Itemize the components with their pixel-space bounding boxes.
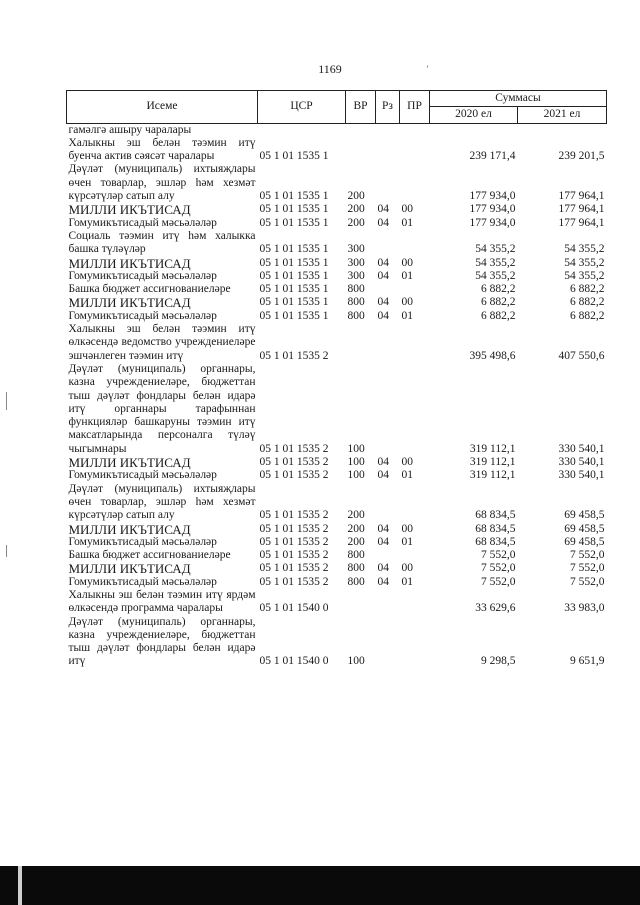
scan-margin-mark: [6, 392, 7, 410]
row-pr-code: [400, 163, 430, 203]
row-rz-code: 04: [377, 522, 389, 535]
row-amount-2021: 6 882,2: [570, 309, 605, 322]
row-amount-2020: 9 298,5: [481, 655, 516, 668]
row-rz-code: [376, 363, 400, 456]
header-pr: ПР: [400, 91, 430, 124]
table-body: [67, 123, 607, 669]
row-rz-code: 04: [377, 216, 389, 229]
row-pr-code: 01: [401, 309, 413, 322]
row-amount-2021: 54 355,2: [564, 256, 605, 269]
row-name: Гомумикътисадый мәсьәләләр: [68, 535, 217, 548]
row-amount-2021: 177 964,1: [558, 216, 605, 229]
row-pr-code: 01: [401, 469, 413, 482]
header-csr: ЦСР: [258, 91, 346, 124]
row-amount-2020: 319 112,1: [469, 442, 516, 455]
row-csr-code: 05 1 01 1535 1: [259, 296, 329, 309]
row-csr-code: [258, 123, 346, 137]
row-pr-code: 00: [401, 203, 413, 216]
scan-speck: ʼ: [426, 64, 429, 74]
row-name: Халыкны эш белән тәэмин итү өлкәсендә ведомство учреждениеләре эшчәнлеген тәэмин итү: [68, 323, 256, 362]
row-name: МИЛЛИ ИКЪТИСАД: [68, 521, 191, 537]
row-amount-2021: 239 201,5: [558, 150, 605, 163]
row-name: Дәүләт (муниципаль) органнары, казна учреждениеләре, бюджеттан тыш дәүләт фондлары белән идарә итү: [68, 615, 256, 668]
row-amount-2020: 68 834,5: [475, 522, 516, 535]
row-amount-2020: 7 552,0: [481, 549, 516, 562]
table-row: [67, 469, 607, 482]
row-pr-code: [400, 589, 430, 616]
row-pr-code: 01: [401, 216, 413, 229]
row-csr-code: 05 1 01 1535 1: [259, 190, 329, 203]
row-amount-2020: 6 882,2: [481, 296, 516, 309]
row-pr-code: 00: [401, 256, 413, 269]
row-pr-code: 00: [401, 522, 413, 535]
row-csr-code: 05 1 01 1535 1: [259, 269, 329, 282]
row-rz-code: 04: [377, 296, 389, 309]
row-name: Башка бюджет ассигнованиеләре: [68, 283, 231, 296]
row-amount-2021: 330 540,1: [558, 469, 605, 482]
row-amount-2020: 177 934,0: [469, 203, 516, 216]
row-name: гамәлгә ашыру чаралары: [68, 123, 192, 136]
row-vr-code: 100: [347, 456, 365, 469]
row-amount-2021: 7 552,0: [570, 575, 605, 588]
row-vr-code: 800: [347, 575, 365, 588]
row-pr-code: [400, 363, 430, 456]
row-rz-code: 04: [377, 269, 389, 282]
row-amount-2020: 6 882,2: [481, 309, 516, 322]
table-row: [67, 576, 607, 589]
row-pr-code: 01: [401, 535, 413, 548]
row-csr-code: 05 1 01 1535 1: [259, 216, 329, 229]
row-rz-code: 04: [377, 535, 389, 548]
row-rz-code: [376, 137, 400, 164]
row-vr-code: [346, 589, 376, 616]
row-amount-2020: 7 552,0: [481, 575, 516, 588]
table-row: [67, 549, 607, 562]
row-csr-code: 05 1 01 1535 1: [259, 150, 329, 163]
table-row: [67, 123, 607, 137]
row-name: МИЛЛИ ИКЪТИСАД: [68, 561, 191, 577]
row-name: МИЛЛИ ИКЪТИСАД: [68, 255, 191, 271]
row-vr-code: 200: [347, 190, 365, 203]
row-rz-code: [376, 123, 400, 137]
row-rz-code: [376, 616, 400, 669]
row-rz-code: [376, 549, 400, 562]
row-vr-code: 200: [347, 522, 365, 535]
row-amount-2020: 54 355,2: [475, 269, 516, 282]
row-vr-code: 800: [347, 296, 365, 309]
table-row: [67, 257, 607, 270]
table-row: [67, 562, 607, 575]
row-rz-code: 04: [377, 256, 389, 269]
table-row: [67, 363, 607, 456]
row-amount-2021: 330 540,1: [558, 442, 605, 455]
page-number: 1169: [318, 62, 342, 76]
row-amount-2021: 177 964,1: [558, 203, 605, 216]
row-vr-code: 800: [347, 549, 365, 562]
row-name: Гомумикътисадый мәсьәләләр: [68, 575, 217, 588]
row-csr-code: 05 1 01 1535 2: [259, 535, 329, 548]
row-pr-code: 00: [401, 562, 413, 575]
table-row: [67, 310, 607, 323]
row-csr-code: 05 1 01 1535 2: [259, 442, 329, 455]
row-vr-code: 100: [347, 469, 365, 482]
scan-edge-notch: [18, 866, 22, 905]
table-row: [67, 536, 607, 549]
row-rz-code: 04: [377, 309, 389, 322]
row-rz-code: [376, 283, 400, 296]
row-name: Дәүләт (муниципаль) органнары, казна учреждениеләре, бюджеттан тыш дәүләт фондлары белән идарә итү органнары тарафыннан функцияләр башкаруны тәэмин итү максатларында персоналга түләү чыгымнары: [68, 362, 256, 455]
table-row: [67, 283, 607, 296]
row-pr-code: [400, 137, 430, 164]
table-row: [67, 616, 607, 669]
row-pr-code: [400, 549, 430, 562]
row-rz-code: [376, 589, 400, 616]
row-amount-2020: 68 834,5: [475, 509, 516, 522]
row-csr-code: 05 1 01 1535 1: [259, 309, 329, 322]
row-csr-code: 05 1 01 1535 2: [259, 509, 329, 522]
row-amount-2021: 69 458,5: [564, 509, 605, 522]
row-amount-2020: 319 112,1: [469, 456, 516, 469]
row-amount-2021: 7 552,0: [570, 562, 605, 575]
row-vr-code: 300: [347, 256, 365, 269]
row-name: Халыкны эш белән тәэмин итү буенча актив сәясәт чаралары: [68, 136, 256, 163]
row-amount-2021: 177 964,1: [558, 190, 605, 203]
row-amount-2021: 330 540,1: [558, 456, 605, 469]
row-vr-code: 300: [347, 243, 365, 256]
row-vr-code: 300: [347, 269, 365, 282]
row-pr-code: [400, 230, 430, 257]
row-vr-code: 200: [347, 216, 365, 229]
header-name: Исеме: [67, 91, 258, 124]
row-amount-2020: [430, 123, 518, 137]
row-amount-2021: [518, 123, 607, 137]
scan-margin-mark: [6, 545, 7, 557]
header-sums: Суммасы: [430, 91, 607, 107]
table-row: [67, 163, 607, 203]
row-pr-code: [400, 483, 430, 523]
row-name: Гомумикътисадый мәсьәләләр: [68, 309, 217, 322]
row-amount-2021: 6 882,2: [570, 283, 605, 296]
row-amount-2021: 9 651,9: [570, 655, 605, 668]
row-rz-code: 04: [377, 575, 389, 588]
row-vr-code: 800: [347, 562, 365, 575]
row-csr-code: 05 1 01 1535 2: [259, 522, 329, 535]
row-amount-2021: 69 458,5: [564, 522, 605, 535]
row-amount-2021: 6 882,2: [570, 296, 605, 309]
row-amount-2021: 54 355,2: [564, 269, 605, 282]
row-rz-code: [376, 323, 400, 363]
row-rz-code: [376, 483, 400, 523]
row-amount-2020: 33 629,6: [475, 602, 516, 615]
row-pr-code: 00: [401, 296, 413, 309]
table-row: [67, 217, 607, 230]
scan-bottom-edge: [0, 866, 640, 905]
row-name: Гомумикътисадый мәсьәләләр: [68, 269, 217, 282]
row-rz-code: 04: [377, 203, 389, 216]
row-vr-code: 200: [347, 203, 365, 216]
row-csr-code: 05 1 01 1535 2: [259, 469, 329, 482]
header-year-2020: 2020 ел: [430, 107, 518, 123]
table-row: [67, 323, 607, 363]
header-vr: ВР: [346, 91, 376, 124]
row-amount-2020: 6 882,2: [481, 283, 516, 296]
row-name: Социаль тәэмин итү һәм халыкка башка түләүләр: [68, 229, 256, 256]
row-vr-code: 800: [347, 309, 365, 322]
row-amount-2020: 68 834,5: [475, 535, 516, 548]
row-vr-code: 800: [347, 283, 365, 296]
row-amount-2021: 33 983,0: [564, 602, 605, 615]
table-row: [67, 483, 607, 523]
row-vr-code: 200: [347, 535, 365, 548]
table-row: [67, 203, 607, 216]
row-csr-code: 05 1 01 1535 1: [259, 283, 329, 296]
row-vr-code: [346, 323, 376, 363]
row-amount-2020: 7 552,0: [481, 562, 516, 575]
row-csr-code: 05 1 01 1540 0: [259, 655, 329, 668]
table-row: [67, 456, 607, 469]
row-vr-code: 100: [347, 655, 365, 668]
row-amount-2020: 177 934,0: [469, 190, 516, 203]
row-pr-code: [400, 616, 430, 669]
row-vr-code: 100: [347, 442, 365, 455]
row-pr-code: 01: [401, 575, 413, 588]
row-rz-code: [376, 230, 400, 257]
row-csr-code: 05 1 01 1540 0: [259, 602, 329, 615]
row-amount-2020: 239 171,4: [469, 150, 516, 163]
row-name: Гомумикътисадый мәсьәләләр: [68, 469, 217, 482]
row-name: Гомумикътисадый мәсьәләләр: [68, 216, 217, 229]
row-csr-code: 05 1 01 1535 2: [259, 562, 329, 575]
table-row: [67, 523, 607, 536]
row-vr-code: 200: [347, 509, 365, 522]
row-csr-code: 05 1 01 1535 2: [259, 349, 329, 362]
row-pr-code: [400, 323, 430, 363]
table-row: [67, 589, 607, 616]
table-row: [67, 137, 607, 164]
row-pr-code: 01: [401, 269, 413, 282]
row-amount-2020: 395 498,6: [469, 349, 516, 362]
row-amount-2020: 54 355,2: [475, 243, 516, 256]
row-amount-2020: 319 112,1: [469, 469, 516, 482]
row-csr-code: 05 1 01 1535 1: [259, 243, 329, 256]
table-row: [67, 296, 607, 309]
row-pr-code: [400, 283, 430, 296]
row-rz-code: 04: [377, 469, 389, 482]
row-csr-code: 05 1 01 1535 1: [259, 203, 329, 216]
table-row: [67, 270, 607, 283]
header-year-2021: 2021 ел: [518, 107, 607, 123]
row-rz-code: 04: [377, 456, 389, 469]
row-csr-code: 05 1 01 1535 1: [259, 256, 329, 269]
row-csr-code: 05 1 01 1535 2: [259, 575, 329, 588]
row-pr-code: [400, 123, 430, 137]
row-pr-code: 00: [401, 456, 413, 469]
table-row: [67, 230, 607, 257]
row-rz-code: 04: [377, 562, 389, 575]
row-name: Дәүләт (муниципаль) ихтыяҗлары өчен товарлар, эшләр һәм хезмәт күрсәтүләр сатып алу: [68, 163, 256, 203]
row-amount-2020: 177 934,0: [469, 216, 516, 229]
row-csr-code: 05 1 01 1535 2: [259, 456, 329, 469]
row-rz-code: [376, 163, 400, 203]
row-name: Халыкны эш белән тәэмин итү ярдәм өлкәсендә программа чаралары: [68, 588, 256, 615]
row-vr-code: [346, 137, 376, 164]
budget-table: [66, 90, 607, 669]
row-name: Дәүләт (муниципаль) ихтыяҗлары өчен товарлар, эшләр һәм хезмәт күрсәтүләр сатып алу: [68, 482, 256, 522]
row-amount-2021: 7 552,0: [570, 549, 605, 562]
row-csr-code: 05 1 01 1535 2: [259, 549, 329, 562]
header-rz: Рз: [376, 91, 400, 124]
row-name: МИЛЛИ ИКЪТИСАД: [68, 295, 191, 311]
row-name: МИЛЛИ ИКЪТИСАД: [68, 455, 191, 471]
row-vr-code: [346, 123, 376, 137]
row-amount-2020: 54 355,2: [475, 256, 516, 269]
row-name: Башка бюджет ассигнованиеләре: [68, 549, 231, 562]
row-amount-2021: 407 550,6: [558, 349, 605, 362]
row-name: МИЛЛИ ИКЪТИСАД: [68, 202, 191, 218]
row-amount-2021: 54 355,2: [564, 243, 605, 256]
row-amount-2021: 69 458,5: [564, 535, 605, 548]
